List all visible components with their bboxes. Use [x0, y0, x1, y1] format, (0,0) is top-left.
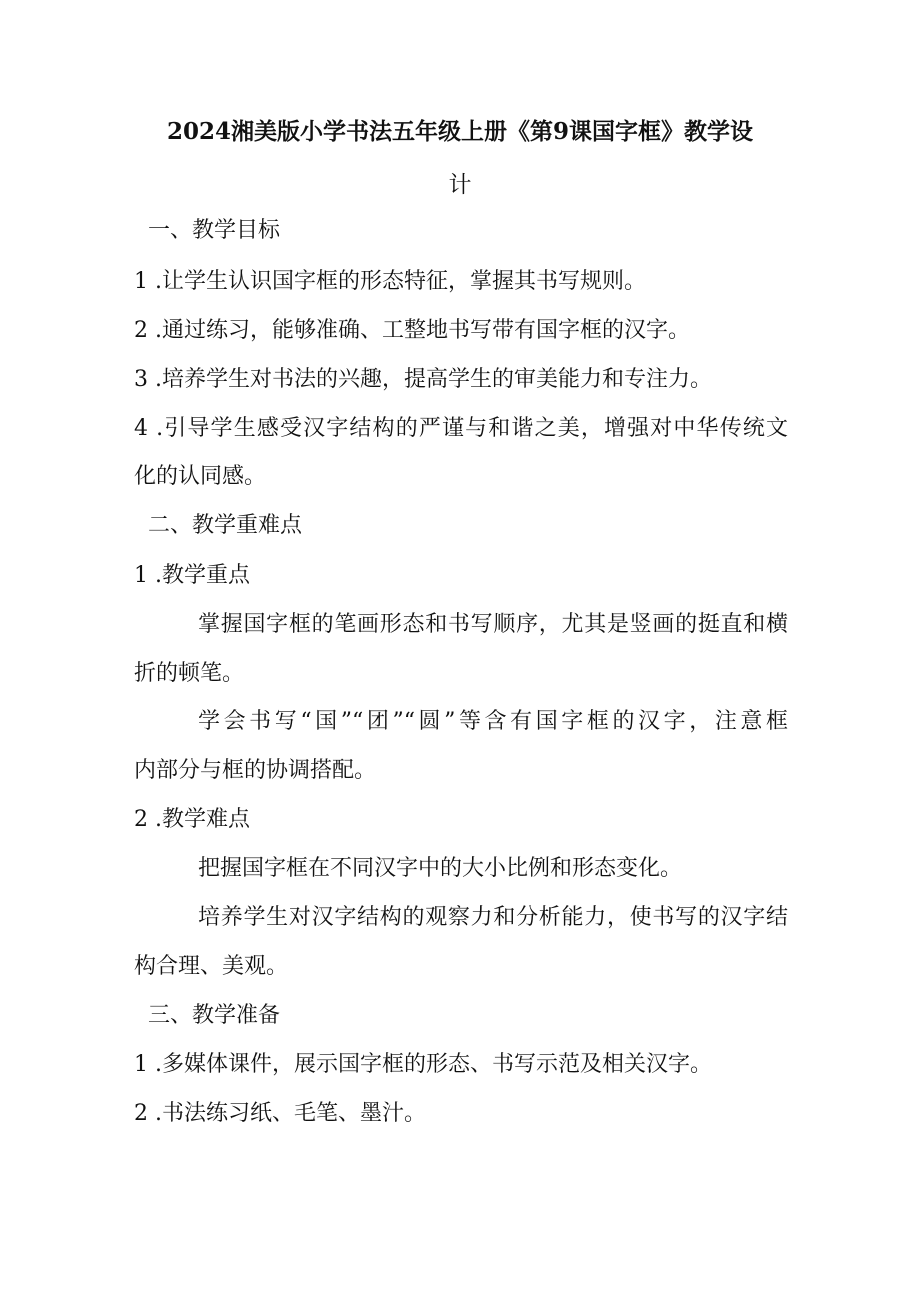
goal-item-4: 4 .引导学生感受汉字结构的严谨与和谐之美，增强对中华传统文 — [134, 416, 788, 441]
difficulty-paragraph-1: 把握国字框在不同汉字中的大小比例和形态变化。 — [198, 856, 683, 881]
goal-item-2: 2 .通过练习，能够准确、工整地书写带有国字框的汉字。 — [134, 318, 690, 343]
key-paragraph-2-line2: 内部分与框的协调搭配。 — [134, 758, 377, 783]
key-paragraph-1-line1: 掌握国字框的笔画形态和书写顺序，尤其是竖画的挺直和横 — [198, 612, 788, 637]
section-heading-goals: 一、教学目标 — [148, 218, 281, 243]
document-title-line1: 2024湘美版小学书法五年级上册《第9课国字框》教学设 — [166, 118, 754, 145]
key-paragraph-1-line2: 折的顿笔。 — [134, 661, 245, 686]
goal-item-4-continued: 化的认同感。 — [134, 464, 267, 489]
section-heading-prep: 三、教学准备 — [148, 1003, 281, 1028]
document-title-line2: 计 — [448, 172, 472, 198]
goal-item-1: 1 .让学生认识国字框的形态特征，掌握其书写规则。 — [134, 269, 646, 294]
difficulty-paragraph-2-line2: 构合理、美观。 — [134, 954, 289, 979]
section-heading-keypoints: 二、教学重难点 — [148, 513, 303, 538]
difficulty-paragraph-2-line1: 培养学生对汉字结构的观察力和分析能力，使书写的汉字结 — [198, 905, 788, 930]
goal-item-3: 3 .培养学生对书法的兴趣，提高学生的审美能力和专注力。 — [134, 367, 712, 392]
key-paragraph-2-line1: 学会书写“国”“团”“圆”等含有国字框的汉字，注意框 — [198, 709, 788, 734]
prep-item-1: 1 .多媒体课件，展示国字框的形态、书写示范及相关汉字。 — [134, 1052, 712, 1077]
difficulty-label: 2 .教学难点 — [134, 807, 250, 832]
key-label: 1 .教学重点 — [134, 563, 250, 588]
prep-item-2: 2 .书法练习纸、毛笔、墨汁。 — [134, 1101, 426, 1126]
